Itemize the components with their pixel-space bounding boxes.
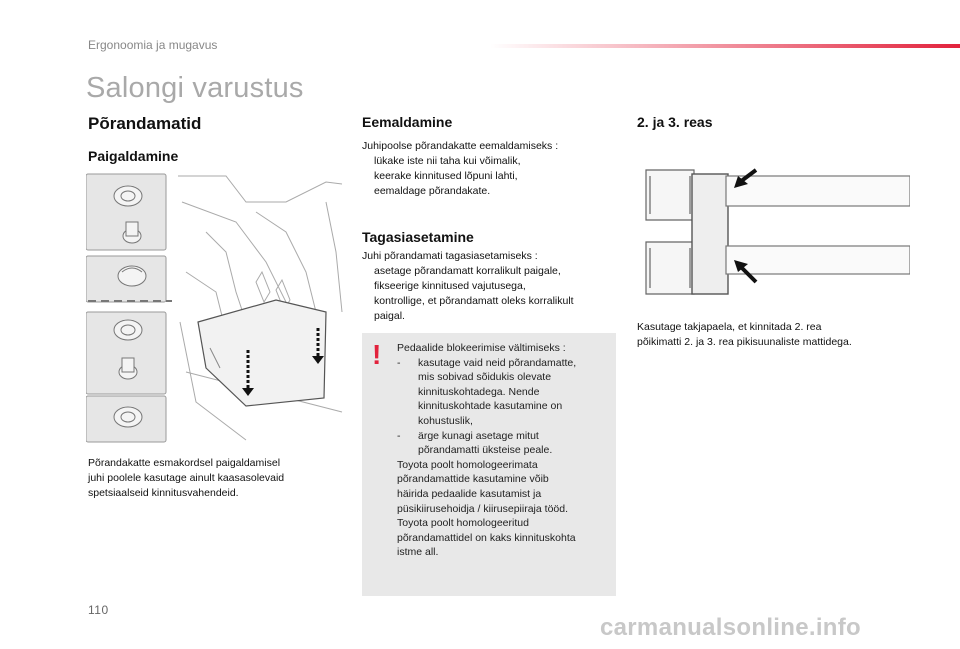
page-title: Salongi varustus [86,72,304,104]
list-item: keerake kinnitused lõpuni lahti, [374,170,518,182]
list-item: lükake iste nii taha kui võimalik, [374,155,521,167]
list-item: eemaldage põrandakate. [374,185,491,197]
heading-refitting: Tagasiasetamine [362,229,474,245]
watermark: carmanualsonline.info [600,614,862,641]
fitting-illustration [86,172,344,444]
heading-rows-2-3: 2. ja 3. reas [637,114,713,130]
list-item: kontrollige, et põrandamatt oleks korralikult [374,295,574,307]
warning-box [362,333,616,596]
rear-mats-illustration [640,164,910,314]
fitting-caption: Põrandakatte esmakordsel paigaldamisel juhi poolele kasutage ainult kaasasolevaid spetsiaalseid kinnitusvahendeid. [88,457,285,499]
section-label: Ergonoomia ja mugavus [88,38,218,52]
header-accent-line [490,44,960,48]
subheading-fitting: Paigaldamine [88,148,179,164]
list-item: asetage põrandamatt korralikult paigale, [374,265,561,277]
heading-removal: Eemaldamine [362,114,453,130]
removal-steps: Juhipoolse põrandakatte eemaldamiseks : lükake iste nii taha kui võimalik, keerake kinnitused lõpuni lahti, eemaldage põrandakate. [362,139,618,199]
rows-caption: Kasutage takjapaela, et kinnitada 2. rea põikimatti 2. ja 3. rea pikisuunaliste mattidega. [637,321,852,348]
list-item: fikseerige kinnitused vajutusega, [374,280,526,292]
clip-detail-tiles [86,174,166,442]
refitting-steps: Juhi põrandamati tagasiasetamiseks : asetage põrandamatt korralikult paigale, fikseerige kinnitused vajutusega, kontrollige, et põrandamatt oleks korralikult paigal. [362,249,618,324]
floor-mat [198,300,326,406]
heading-floor-mats: Põrandamatid [88,114,202,133]
page-number: 110 [88,603,109,617]
warning-text: Pedaalide blokeerimise vältimiseks : - kasutage vaid neid põrandamatte, mis sobivad sõidukis olevate kinnituskohtadega. Nende kinnituskohtade kasutamine on kohustuslik, - ärge kunagi asetage mitut põrandamatti üksteise peale. Toyota poolt homologeerimata põrandamattide kasutamine võib häirida pedaalide kasutamist ja püsikiirusehoidja / kiirusepiiraja tööd. Toyota poolt homologeeritud põrandamattidel on kaks kinnituskohta istme all. [397,342,577,559]
warning-icon: ! [372,339,382,370]
list-item: paigal. [374,310,405,322]
